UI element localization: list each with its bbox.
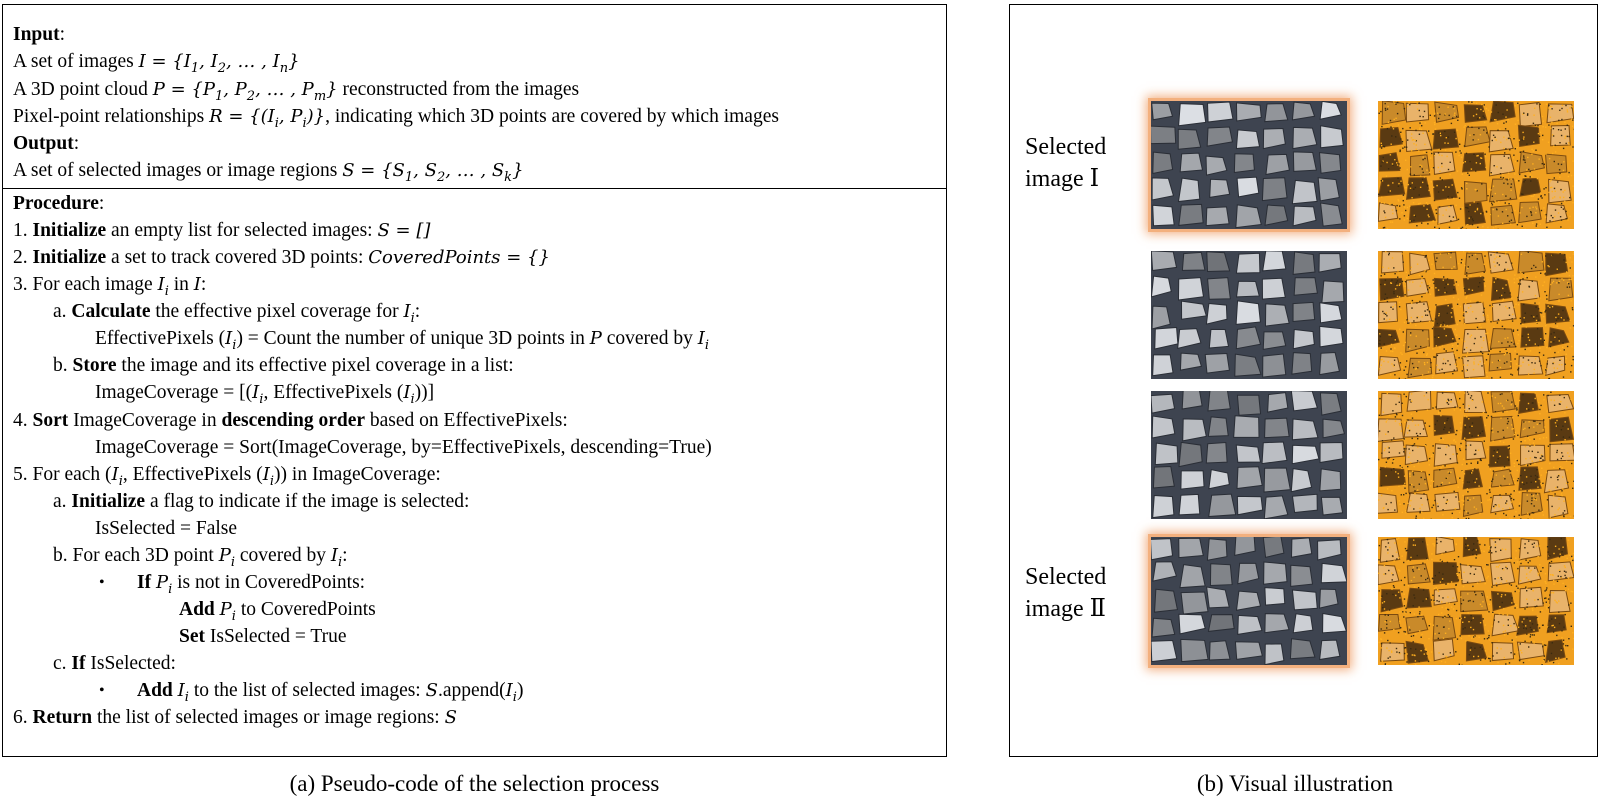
overlay-image-1 [1378, 101, 1574, 229]
step-3b-line: b. Store the image and its effective pixel coverage in a list: [53, 355, 514, 376]
step-5-line: 5. For each ($I_i$, EffectivePixels $(I_i)$) in ImageCoverage: [13, 464, 441, 489]
step-4-line: 4. Sort ImageCoverage in descending order based on EffectivePixels: [13, 410, 568, 431]
step-5a-value-line: IsSelected = False [95, 518, 238, 539]
selected-image-2-label: Selected image Ⅱ [1025, 564, 1107, 622]
bullet-marker: • [99, 574, 105, 591]
overlay-image-4 [1378, 537, 1574, 665]
input-heading: Input: [13, 24, 66, 45]
step-3a-line: a. Calculate the effective pixel coverage for $I_i$: [53, 301, 421, 326]
step-3b-formula-line: ImageCoverage = [($I_i$, EffectivePixels $(I_i)$)] [95, 382, 435, 407]
step-5b-line: b. For each 3D point $P_i$ covered by $I_i$: [53, 545, 348, 570]
step-5a-line: a. Initialize a flag to indicate if the image is selected: [53, 491, 470, 512]
output-line: A set of selected images or image regions $S = \{S_1$, $S_2$, … , $S_k$} [13, 160, 524, 185]
step-6-line: 6. Return the list of selected images or image regions: S [13, 707, 457, 728]
pseudocode-panel [2, 4, 947, 757]
step-1-line: 1. Initialize an empty list for selected images: S = [] [13, 220, 431, 241]
step-5b-if-line: • If $P_i$ is not in CoveredPoints: [99, 572, 366, 597]
bullet-marker: • [99, 682, 105, 699]
step-2-line: 2. Initialize a set to track covered 3D points: CoveredPoints = {} [13, 247, 550, 268]
step-5c-line: c. If IsSelected: [53, 653, 176, 674]
visual-illustration-panel [1009, 4, 1598, 757]
step-5b-add-line: Add $P_i$ to CoveredPoints [179, 599, 376, 624]
section-divider [3, 188, 946, 189]
rock-image-2 [1151, 251, 1347, 379]
step-3a-formula-line: EffectivePixels $(I_i)$ = Count the number of unique 3D points in P covered by $I_i$ [95, 328, 709, 353]
procedure-heading: Procedure: [13, 193, 105, 214]
overlay-image-3 [1378, 391, 1574, 519]
input-images-line: A set of images $I = \{I_1$, $I_2$, … , $I_n$} [13, 51, 300, 76]
step-5b-set-line: Set IsSelected = True [179, 626, 347, 647]
output-heading: Output: [13, 133, 80, 154]
rock-image-4 [1151, 537, 1347, 665]
caption-a: (a) Pseudo-code of the selection process [289, 771, 660, 796]
rock-image-3 [1151, 391, 1347, 519]
overlay-image-2 [1378, 251, 1574, 379]
selected-image-1-label: Selected image Ⅰ [1025, 134, 1107, 192]
caption-b: (b) Visual illustration [1196, 771, 1394, 796]
step-4-formula-line: ImageCoverage = Sort(ImageCoverage, by=EffectivePixels, descending=True) [95, 437, 712, 458]
step-3-line: 3. For each image $I_i$ in I: [13, 274, 207, 299]
rock-image-1 [1151, 101, 1347, 229]
step-5c-add-line: • Add $I_i$ to the list of selected images: $S.append(I_i)$ [99, 680, 524, 705]
input-relationships-line: Pixel-point relationships $R = \{(I_i$, $P_i$)}, indicating which 3D points are covered by which images [13, 106, 779, 131]
input-point-cloud-line: A 3D point cloud $P = \{P_1$, $P_2$, … , $P_m$} reconstructed from the images [13, 79, 580, 104]
